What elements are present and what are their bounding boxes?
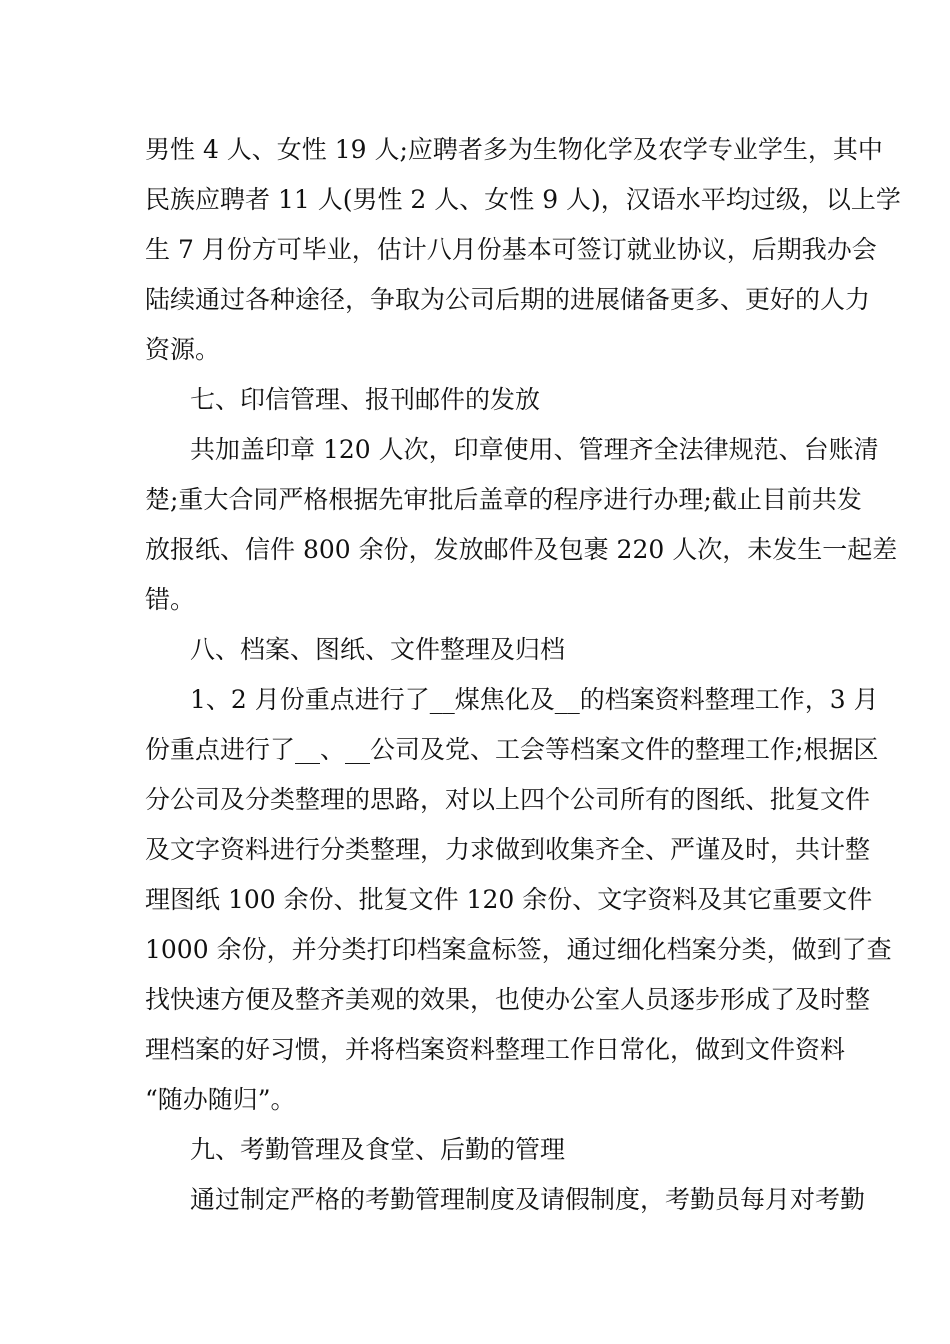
paragraph-line: 楚;重大合同严格根据先审批后盖章的程序进行办理;截止目前共发 [145,485,862,514]
paragraph-line: 理档案的好习惯，并将档案资料整理工作日常化，做到文件资料 [145,1035,846,1064]
section-heading: 九、考勤管理及食堂、后勤的管理 [190,1135,566,1164]
paragraph-line: 理图纸 100 余份、批复文件 120 余份、文字资料及其它重要文件 [145,885,873,914]
paragraph-line: 民族应聘者 11 人(男性 2 人、女性 9 人)，汉语水平均过级，以上学 [145,185,901,214]
paragraph-line: 放报纸、信件 800 余份，发放邮件及包裹 220 人次，未发生一起差 [145,535,898,564]
paragraph-line: “随办随归”。 [145,1085,296,1114]
paragraph-line: 陆续通过各种途径，争取为公司后期的进展储备更多、更好的人力 [145,285,871,314]
section-heading: 八、档案、图纸、文件整理及归档 [190,635,566,664]
paragraph-line: 通过制定严格的考勤管理制度及请假制度，考勤员每月对考勤 [190,1185,866,1214]
paragraph-line: 找快速方便及整齐美观的效果，也使办公室人员逐步形成了及时整 [145,985,871,1014]
paragraph-line: 份重点进行了__、__公司及党、工会等档案文件的整理工作;根据区 [145,735,879,764]
paragraph-line: 1、2 月份重点进行了__煤焦化及__的档案资料整理工作，3 月 [190,685,879,714]
section-heading: 七、印信管理、报刊邮件的发放 [190,385,541,414]
paragraph-line: 1000 余份，并分类打印档案盒标签，通过细化档案分类，做到了查 [145,935,892,964]
paragraph-line: 生 7 月份方可毕业，估计八月份基本可签订就业协议，后期我办会 [145,235,877,264]
paragraph-line: 男性 4 人、女性 19 人;应聘者多为生物化学及农学专业学生，其中 [145,135,883,164]
paragraph-line: 及文字资料进行分类整理，力求做到收集齐全、严谨及时，共计整 [145,835,871,864]
paragraph-line: 资源。 [145,335,221,364]
paragraph-line: 错。 [145,585,196,614]
paragraph-line: 共加盖印章 120 人次，印章使用、管理齐全法律规范、台账清 [190,435,879,464]
paragraph-line: 分公司及分类整理的思路，对以上四个公司所有的图纸、批复文件 [145,785,871,814]
